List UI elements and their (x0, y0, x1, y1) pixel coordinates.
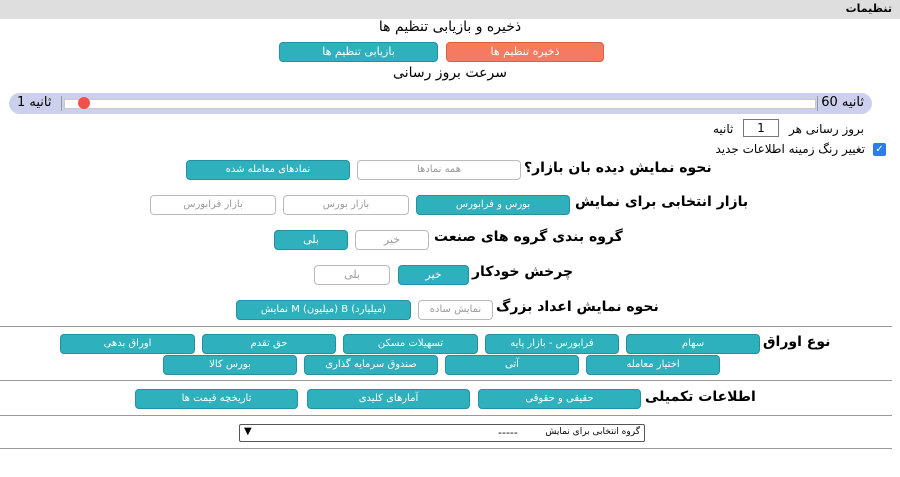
extra-real-legal-button[interactable]: حقیقی و حقوقی (478, 389, 641, 409)
market-bourse-option[interactable]: بازار بورس (283, 195, 409, 215)
divider (0, 415, 892, 416)
market-both-option[interactable]: بورس و فرابورس (416, 195, 570, 215)
refresh-speed-heading: سرعت بروز رسانی (393, 65, 507, 81)
refresh-slider[interactable] (9, 93, 872, 114)
securities-type-label: نوع اوراق (763, 334, 831, 350)
securities-commodity-button[interactable]: بورس کالا (163, 355, 297, 375)
big-number-label: نحوه نمایش اعداد بزرگ (496, 299, 659, 315)
save-settings-button[interactable]: ذخیره تنظیم ها (446, 42, 604, 62)
divider (0, 380, 892, 381)
market-farabourse-option[interactable]: بازار فرابورس (150, 195, 276, 215)
autorotate-label: چرخش خودکار (472, 264, 574, 280)
extra-key-stats-button[interactable]: آمارهای کلیدی (307, 389, 470, 409)
chevron-down-icon: ▼ (244, 426, 252, 437)
refresh-interval-input[interactable]: 1 (743, 119, 779, 137)
securities-futures-button[interactable]: آتی (445, 355, 579, 375)
color-change-checkbox[interactable]: ✓ (873, 143, 886, 156)
securities-funds-button[interactable]: صندوق سرمایه گذاری (304, 355, 438, 375)
securities-bonds-button[interactable]: اوراق بدهی (60, 334, 195, 354)
window-title: تنظیمات (845, 2, 892, 15)
industry-yes-option[interactable]: بلی (274, 230, 348, 250)
refresh-every-label: بروز رسانی هر (789, 122, 864, 136)
simple-display-option[interactable]: نمایش ساده (418, 300, 493, 320)
industry-no-option[interactable]: خیر (355, 230, 429, 250)
divider (0, 326, 892, 327)
mb-display-option[interactable]: نمایش M (میلیون) B (میلیارد) (236, 300, 411, 320)
slider-max-label: 60 ثانیه (821, 95, 864, 110)
securities-rights-button[interactable]: حق تقدم (202, 334, 336, 354)
all-symbols-option[interactable]: همه نمادها (357, 160, 521, 180)
group-select-value: ----- (498, 426, 518, 439)
traded-symbols-option[interactable]: نمادهای معامله شده (186, 160, 350, 180)
slider-divider (817, 96, 818, 111)
restore-settings-button[interactable]: بازیابی تنظیم ها (279, 42, 438, 62)
color-change-label: تغییر رنگ زمینه اطلاعات جدید (715, 142, 865, 156)
slider-divider (61, 96, 62, 111)
divider (0, 448, 892, 449)
refresh-unit-label: ثانیه (713, 122, 734, 136)
autorotate-yes-option[interactable]: بلی (314, 265, 390, 285)
securities-stocks-button[interactable]: سهام (626, 334, 760, 354)
industry-grouping-label: گروه بندی گروه های صنعت (434, 229, 623, 245)
slider-track[interactable] (64, 99, 816, 109)
window-titlebar (0, 0, 900, 19)
group-select[interactable] (239, 424, 645, 442)
extra-info-label: اطلاعات تکمیلی (645, 389, 756, 405)
securities-housing-button[interactable]: تسهیلات مسکن (343, 334, 478, 354)
extra-price-history-button[interactable]: تاریخچه قیمت ها (135, 389, 298, 409)
group-select-label: گروه انتخابی برای نمایش (545, 427, 640, 437)
securities-base-market-button[interactable]: فرابورس - بازار پایه (485, 334, 619, 354)
autorotate-no-option[interactable]: خیر (398, 265, 469, 285)
save-restore-heading: ذخیره و بازیابی تنظیم ها (378, 19, 522, 35)
market-label: بازار انتخابی برای نمایش (575, 194, 749, 210)
securities-options-button[interactable]: اختیار معامله (586, 355, 720, 375)
slider-handle[interactable] (78, 97, 90, 109)
watch-mode-label: نحوه نمایش دیده بان بازار؟ (524, 160, 712, 176)
slider-min-label: 1 ثانیه (17, 95, 52, 110)
